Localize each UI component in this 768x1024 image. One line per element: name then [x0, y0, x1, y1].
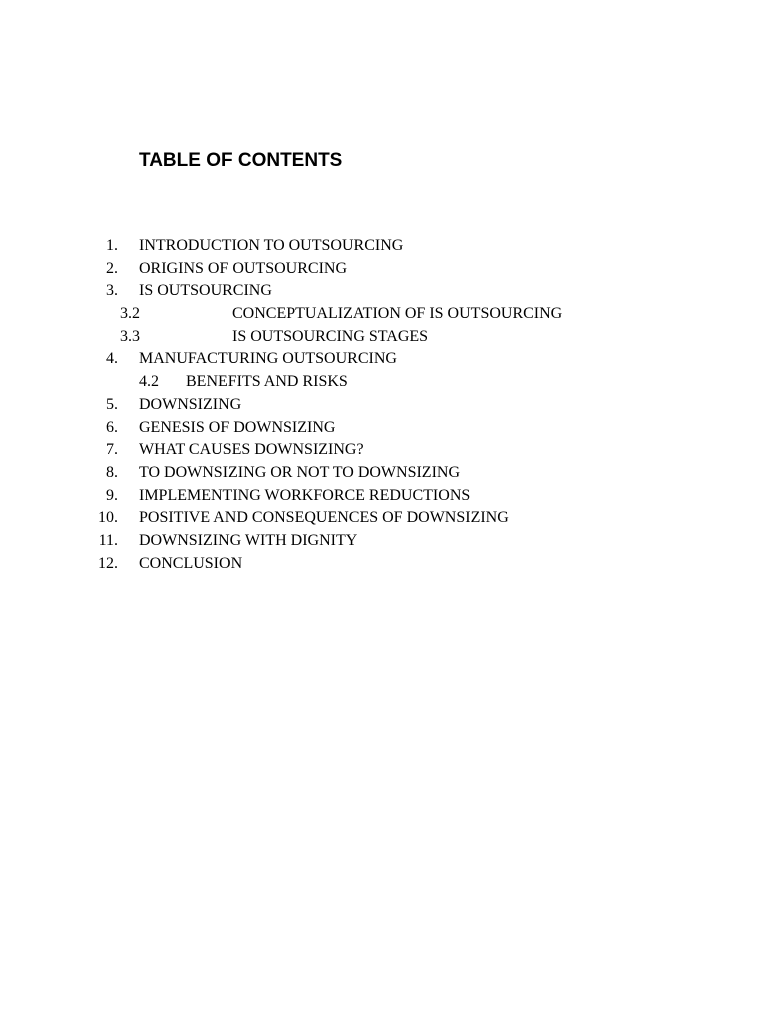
toc-entry-title: WHAT CAUSES DOWNSIZING? — [139, 441, 364, 459]
toc-entry — [0, 371, 768, 394]
toc-heading: TABLE OF CONTENTS — [139, 150, 343, 171]
toc-entry-title: IMPLEMENTING WORKFORCE REDUCTIONS — [139, 486, 471, 504]
toc-entry-number: 11. — [98, 531, 118, 549]
toc-entry-number: 3.3 — [120, 327, 140, 345]
toc-entry-number: 7. — [106, 441, 118, 459]
toc-entry-number: 8. — [106, 463, 118, 481]
toc-entry-number: 1. — [106, 237, 118, 254]
toc-entry-title: DOWNSIZING WITH DIGNITY — [139, 531, 358, 549]
toc-entry-title: IS OUTSOURCING — [139, 282, 272, 300]
toc-entry-title: BENEFITS AND RISKS — [186, 373, 348, 391]
toc-entry-number: 9. — [106, 486, 118, 504]
toc-entry-title: INTRODUCTION TO OUTSOURCING — [139, 237, 404, 254]
toc-entry — [0, 258, 768, 281]
toc-entry — [0, 507, 768, 530]
toc-entry-title: GENESIS OF DOWNSIZING — [139, 418, 336, 436]
toc-entry-number: 12. — [98, 554, 118, 572]
toc-entry — [0, 280, 768, 303]
toc-entry — [0, 462, 768, 485]
toc-entry — [0, 326, 768, 349]
toc-entry-title: IS OUTSOURCING STAGES — [232, 327, 429, 345]
toc-entry — [0, 553, 768, 576]
toc-entry — [0, 235, 768, 258]
toc-list — [0, 235, 768, 575]
toc-entry-title: ORIGINS OF OUTSOURCING — [139, 259, 348, 277]
toc-entry — [0, 439, 768, 462]
toc-entry-number: 5. — [106, 395, 118, 413]
toc-entry-title: TO DOWNSIZING OR NOT TO DOWNSIZING — [139, 463, 461, 481]
toc-entry — [0, 485, 768, 508]
toc-entry-number: 3.2 — [120, 305, 140, 323]
toc-entry-number: 4. — [106, 350, 118, 368]
toc-entry-title: DOWNSIZING — [139, 395, 242, 413]
toc-entry — [0, 348, 768, 371]
toc-entry-number: 4.2 — [139, 373, 159, 391]
toc-entry — [0, 417, 768, 440]
toc-entry — [0, 530, 768, 553]
toc-entry-number: 10. — [98, 509, 118, 527]
toc-entry-title: MANUFACTURING OUTSOURCING — [139, 350, 397, 368]
toc-entry-number: 3. — [106, 282, 118, 300]
toc-entry-title: CONCEPTUALIZATION OF IS OUTSOURCING — [232, 305, 563, 323]
toc-entry-number: 6. — [106, 418, 118, 436]
toc-entry-title: CONCLUSION — [139, 554, 243, 572]
toc-entry-title: POSITIVE AND CONSEQUENCES OF DOWNSIZING — [139, 509, 509, 527]
toc-entry — [0, 394, 768, 417]
toc-entry — [0, 303, 768, 326]
toc-entry-number: 2. — [106, 259, 118, 277]
